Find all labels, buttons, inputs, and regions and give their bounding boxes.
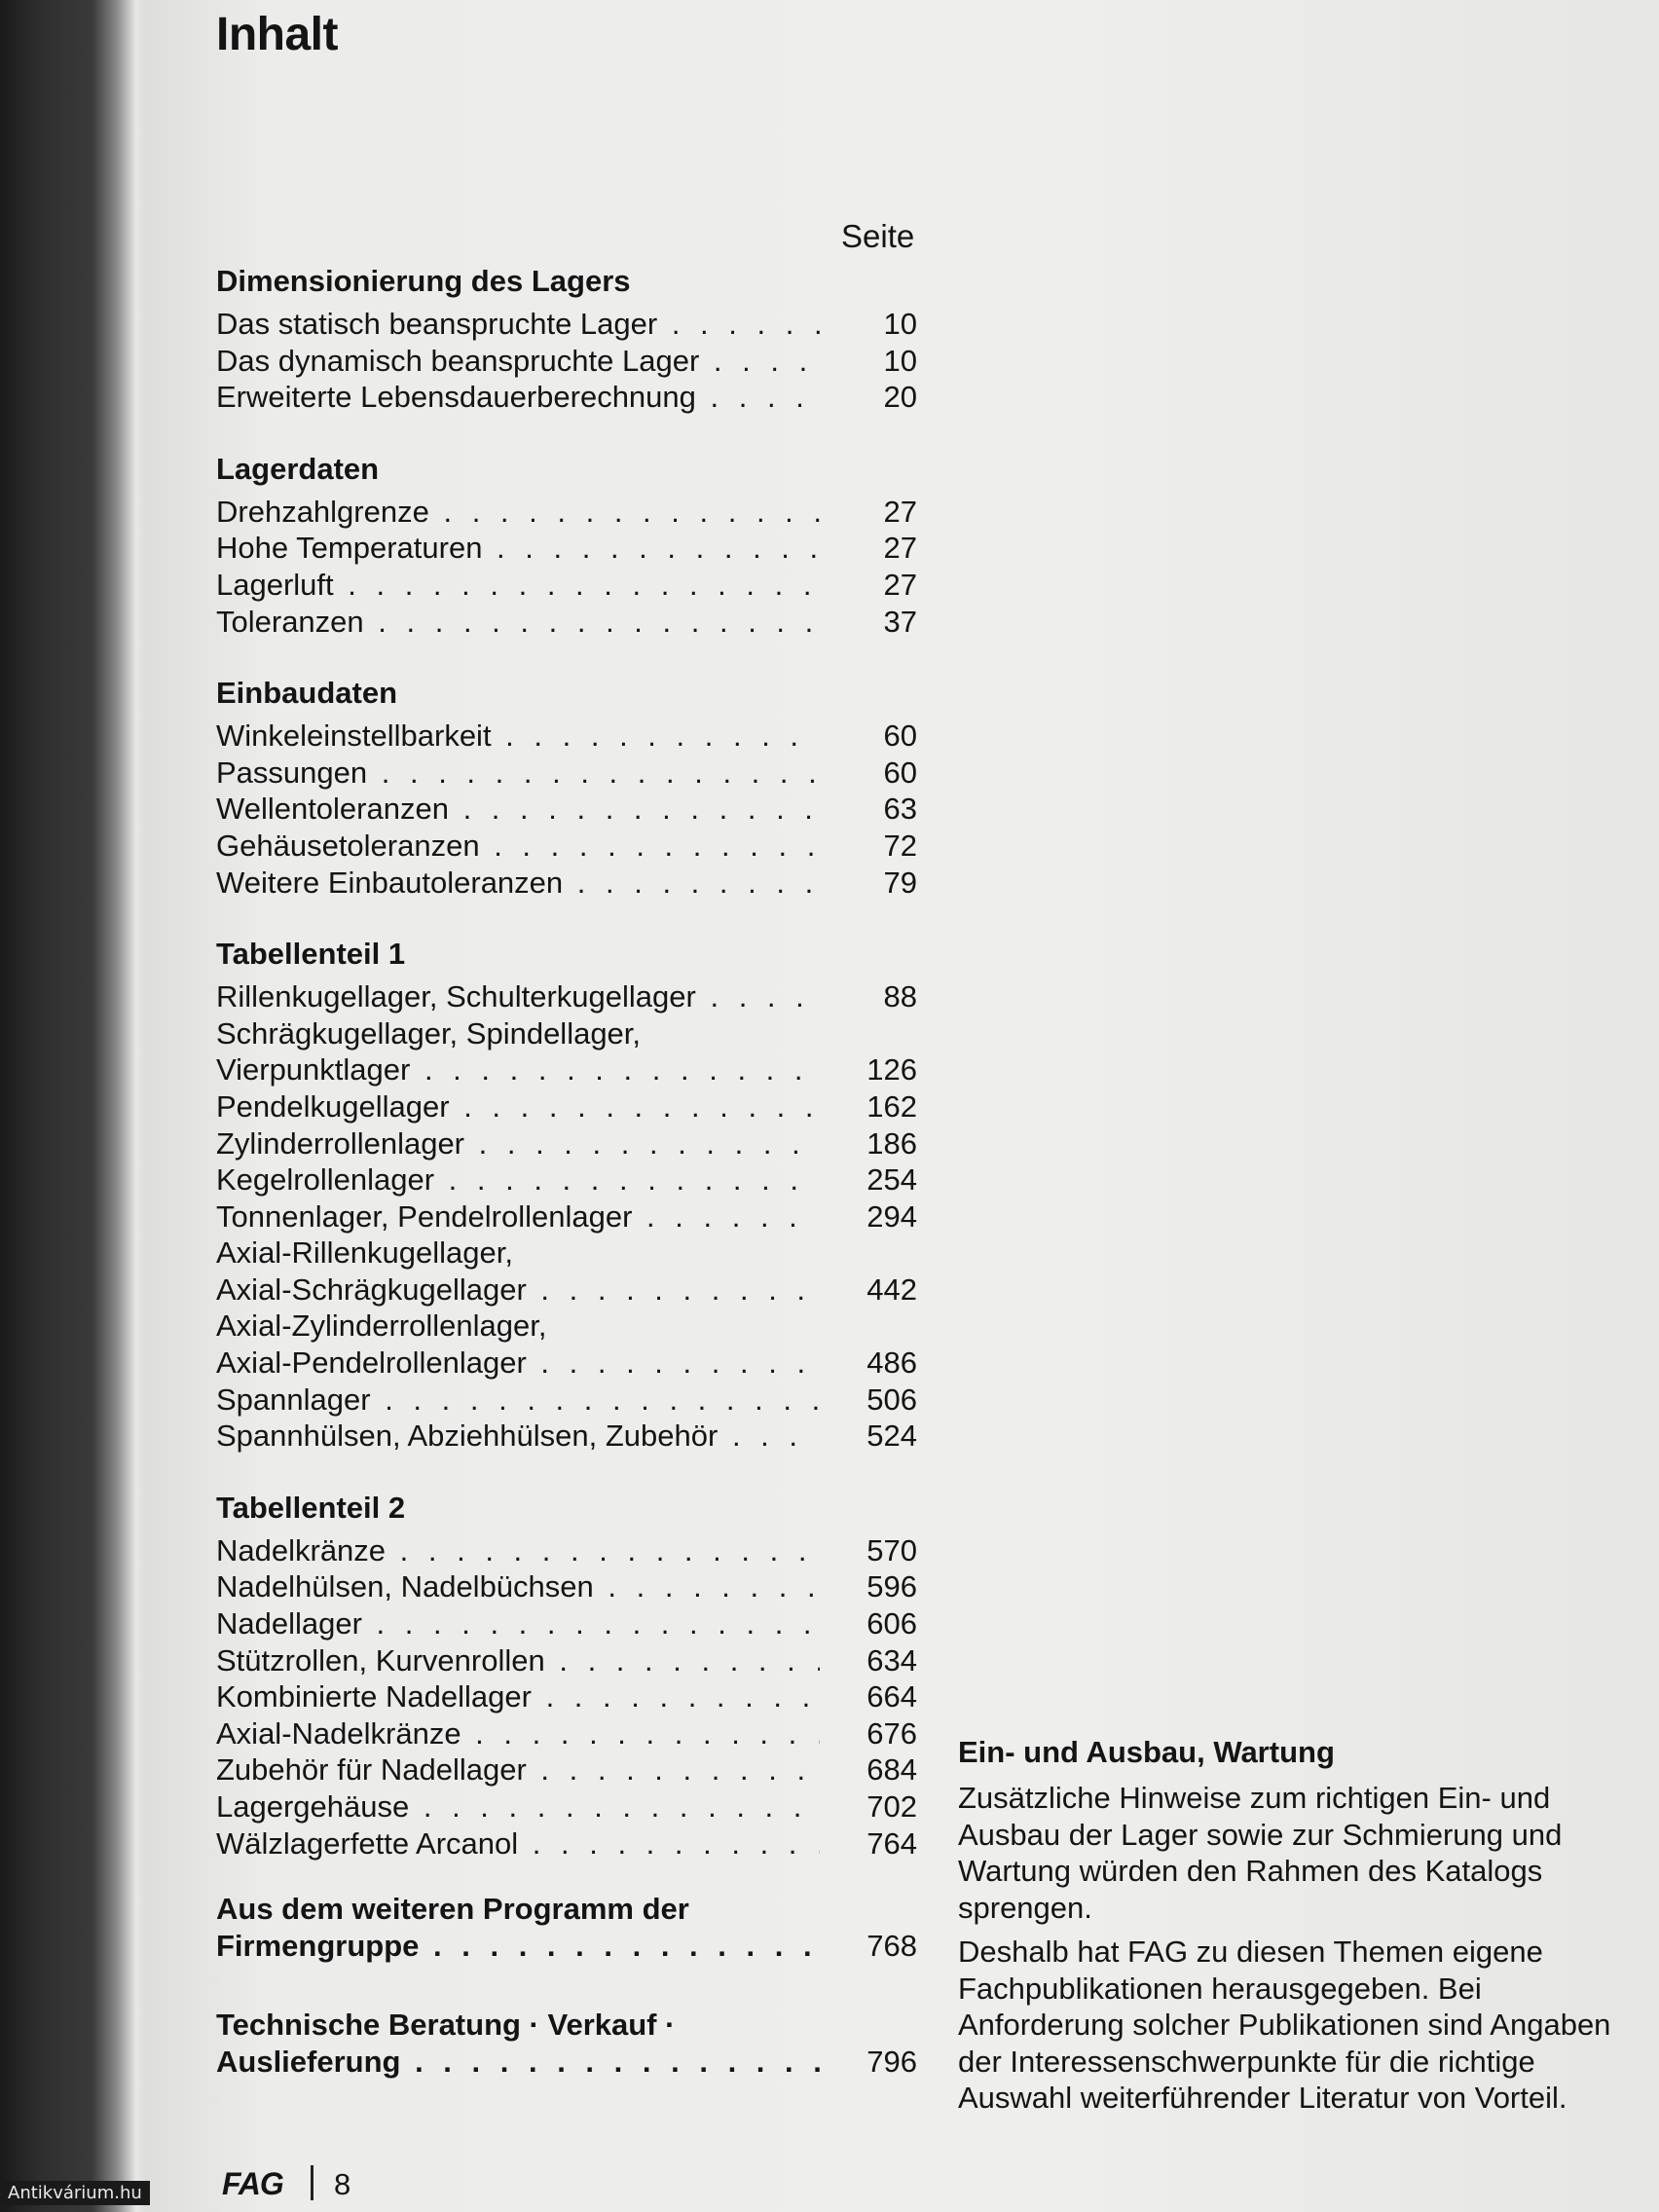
toc-entry-label: Wellentoleranzen . . . bbox=[216, 791, 820, 828]
toc-entry-label: Das dynamisch beanspruchte Lager . . . bbox=[216, 343, 820, 380]
toc-entry bbox=[216, 1825, 917, 1862]
toc-entry-page: 186 bbox=[866, 1125, 917, 1161]
toc-entry bbox=[216, 530, 917, 567]
toc-entry bbox=[216, 1088, 917, 1125]
toc-section bbox=[216, 930, 917, 1455]
toc-entry-page: 60 bbox=[883, 755, 917, 790]
toc-section-title: Lagerdaten bbox=[216, 451, 380, 486]
toc-entry bbox=[216, 1015, 917, 1052]
toc-entry bbox=[216, 1161, 917, 1198]
toc-entry-page: 63 bbox=[883, 792, 917, 827]
toc-entry-label: Rillenkugellager, Schulterkugellager . . . bbox=[216, 978, 820, 1015]
toc-entry-page: 796 bbox=[866, 2044, 917, 2079]
toc-entry-page: 254 bbox=[866, 1162, 917, 1198]
toc-entry-page: 37 bbox=[883, 604, 917, 639]
toc-entry-label: Axial-Zylinderrollenlager, bbox=[216, 1309, 547, 1344]
toc-entry-page: 88 bbox=[883, 979, 917, 1014]
toc-entry bbox=[216, 306, 917, 343]
toc-entry-label: Kegelrollenlager . . . bbox=[216, 1161, 820, 1198]
toc-entry bbox=[216, 604, 917, 641]
toc-entry-page: 634 bbox=[866, 1642, 917, 1677]
toc-entry bbox=[216, 1788, 917, 1825]
toc-entry-label: Nadellager . . . bbox=[216, 1605, 820, 1642]
toc-entry bbox=[216, 1345, 917, 1382]
watermark: Antikvárium.hu bbox=[0, 2181, 150, 2205]
toc-entry-page: 684 bbox=[866, 1752, 917, 1788]
toc-section-title: Tabellenteil 1 bbox=[216, 937, 406, 972]
toc-entry-label: Das statisch beanspruchte Lager . . . bbox=[216, 306, 820, 343]
toc-entry-label: Hohe Temperaturen . . . bbox=[216, 530, 820, 567]
toc-entry-label: Spannhülsen, Abziehhülsen, Zubehör . . . bbox=[216, 1418, 820, 1455]
toc-entry-label: Wälzlagerfette Arcanol . . . bbox=[216, 1825, 820, 1862]
toc-section bbox=[216, 257, 917, 416]
toc-entry bbox=[216, 567, 917, 604]
page-title: Inhalt bbox=[216, 9, 338, 60]
toc-entry-page: 606 bbox=[866, 1606, 917, 1641]
toc-entry-page: 764 bbox=[866, 1825, 917, 1861]
toc-entry-label: Spannlager . . . bbox=[216, 1382, 820, 1419]
toc-entry-page: 27 bbox=[883, 494, 917, 529]
toc-entry bbox=[216, 1308, 917, 1345]
toc-entry-page: 664 bbox=[866, 1679, 917, 1714]
toc-entry-label: Winkeleinstellbarkeit . . . bbox=[216, 718, 820, 755]
toc-entry bbox=[216, 1272, 917, 1309]
toc-entry-label: Weitere Einbautoleranzen . . . bbox=[216, 865, 820, 902]
toc-entry-label: Stützrollen, Kurvenrollen . . . bbox=[216, 1642, 820, 1679]
toc-entry bbox=[216, 1928, 917, 1965]
toc-entry-page: 162 bbox=[866, 1088, 917, 1124]
toc-entry bbox=[216, 718, 917, 755]
toc-entry bbox=[216, 343, 917, 380]
toc-entry bbox=[216, 791, 917, 828]
toc-entry-page: 126 bbox=[866, 1052, 917, 1088]
fag-logo: FAG bbox=[222, 2166, 283, 2201]
toc-entry-label: Lagerluft . . . bbox=[216, 567, 820, 604]
page-number: 8 bbox=[334, 2167, 351, 2201]
toc-section bbox=[216, 445, 917, 640]
toc-entry bbox=[216, 1715, 917, 1752]
toc-entry-label: Vierpunktlager . . . bbox=[216, 1051, 820, 1088]
toc-section-title: Tabellenteil 2 bbox=[216, 1490, 406, 1525]
toc-entry-page: 72 bbox=[883, 828, 917, 863]
toc-entry-label: Nadelhülsen, Nadelbüchsen . . . bbox=[216, 1568, 820, 1605]
toc-entry-page: 768 bbox=[866, 1928, 917, 1963]
toc-entry-label: Drehzahlgrenze . . . bbox=[216, 494, 820, 531]
toc-entry bbox=[216, 1198, 917, 1235]
toc-entry bbox=[216, 1568, 917, 1605]
toc-entry bbox=[216, 2044, 917, 2081]
toc-entry-page: 20 bbox=[883, 380, 917, 415]
toc-entry-page: 10 bbox=[883, 343, 917, 378]
toc-section-title: Einbaudaten bbox=[216, 676, 398, 711]
toc-entry-label: Erweiterte Lebensdauerberechnung . . . bbox=[216, 379, 820, 416]
toc-entry bbox=[216, 1382, 917, 1419]
toc-entry-label: Schrägkugellager, Spindellager, bbox=[216, 1015, 642, 1051]
maintenance-note bbox=[958, 1735, 1640, 2124]
toc-entry-label: Auslieferung . . . bbox=[216, 2044, 820, 2081]
toc-entry-label: Tonnenlager, Pendelrollenlager . . . bbox=[216, 1198, 820, 1235]
toc-section-title: Dimensionierung des Lagers bbox=[216, 264, 631, 298]
toc-entry-label: Lagergehäuse . . . bbox=[216, 1788, 820, 1825]
toc-entry-page: 294 bbox=[866, 1198, 917, 1234]
toc-entry bbox=[216, 1235, 917, 1272]
toc-entry bbox=[216, 1751, 917, 1788]
toc-entry-page: 79 bbox=[883, 865, 917, 900]
toc-entry bbox=[216, 1642, 917, 1679]
toc-entry-page: 702 bbox=[866, 1789, 917, 1824]
page-column-header: Seite bbox=[841, 218, 915, 254]
toc-entry bbox=[216, 1532, 917, 1569]
toc-section-title: Aus dem weiteren Programm der bbox=[216, 1892, 689, 1927]
toc-entry bbox=[216, 1125, 917, 1162]
table-of-contents bbox=[216, 257, 917, 2123]
toc-entry bbox=[216, 1678, 917, 1715]
toc-entry bbox=[216, 494, 917, 531]
toc-entry-label: Pendelkugellager . . . bbox=[216, 1088, 820, 1125]
toc-entry-page: 570 bbox=[866, 1532, 917, 1567]
toc-entry bbox=[216, 1418, 917, 1455]
maintenance-note-paragraph: Zusätzliche Hinweise zum richtigen Ein- und Ausbau der Lager sowie zur Schmierung und Wartung würden den Rahmen des Katalogs sprengen. bbox=[958, 1781, 1563, 1925]
toc-entry-page: 27 bbox=[883, 531, 917, 566]
footer-divider bbox=[311, 2165, 313, 2200]
toc-entry bbox=[216, 755, 917, 792]
toc-entry-page: 27 bbox=[883, 567, 917, 602]
toc-entry-label: Axial-Schrägkugellager . . . bbox=[216, 1272, 820, 1309]
toc-entry-label: Toleranzen . . . bbox=[216, 604, 820, 641]
toc-entry-page: 676 bbox=[866, 1715, 917, 1751]
toc-entry-page: 486 bbox=[866, 1346, 917, 1381]
toc-entry-label: Nadelkränze . . . bbox=[216, 1532, 820, 1569]
toc-entry bbox=[216, 1051, 917, 1088]
toc-entry-page: 524 bbox=[866, 1419, 917, 1454]
toc-entry-page: 10 bbox=[883, 307, 917, 341]
toc-entry-label: Axial-Pendelrollenlager . . . bbox=[216, 1345, 820, 1382]
toc-section bbox=[216, 669, 917, 901]
toc-entry-page: 596 bbox=[866, 1569, 917, 1604]
toc-entry-label: Axial-Nadelkränze . . . bbox=[216, 1715, 820, 1752]
book-spine-shadow bbox=[0, 0, 146, 2212]
toc-entry-page: 60 bbox=[883, 719, 917, 754]
toc-entry-label: Kombinierte Nadellager . . . bbox=[216, 1678, 820, 1715]
toc-entry-label: Zylinderrollenlager . . . bbox=[216, 1125, 820, 1162]
toc-entry-page: 442 bbox=[866, 1272, 917, 1307]
maintenance-note-title: Ein- und Ausbau, Wartung bbox=[958, 1735, 1335, 1769]
toc-entry bbox=[216, 1605, 917, 1642]
toc-entry-label: Zubehör für Nadellager . . . bbox=[216, 1751, 820, 1788]
maintenance-note-paragraph: Deshalb hat FAG zu diesen Themen eigene Fachpublikationen herausgegeben. Bei Anforderung solcher Publikationen sind Angaben der Interessenschwerpunkte für die richtige Auswahl weiterführender Literatur von Vorteil. bbox=[958, 1935, 1611, 2115]
toc-entry-label: Passungen . . . bbox=[216, 755, 820, 792]
toc-section-title: Technische Beratung · Verkauf · bbox=[216, 2008, 676, 2043]
toc-entry bbox=[216, 865, 917, 902]
toc-entry bbox=[216, 978, 917, 1015]
toc-entry bbox=[216, 379, 917, 416]
toc-section bbox=[216, 1484, 917, 1862]
toc-entry-label: Gehäusetoleranzen . . . bbox=[216, 828, 820, 865]
toc-entry-page: 506 bbox=[866, 1382, 917, 1417]
toc-entry-label: Axial-Rillenkugellager, bbox=[216, 1235, 513, 1271]
toc-entry bbox=[216, 828, 917, 865]
toc-entry-label: Firmengruppe . . . bbox=[216, 1928, 820, 1965]
